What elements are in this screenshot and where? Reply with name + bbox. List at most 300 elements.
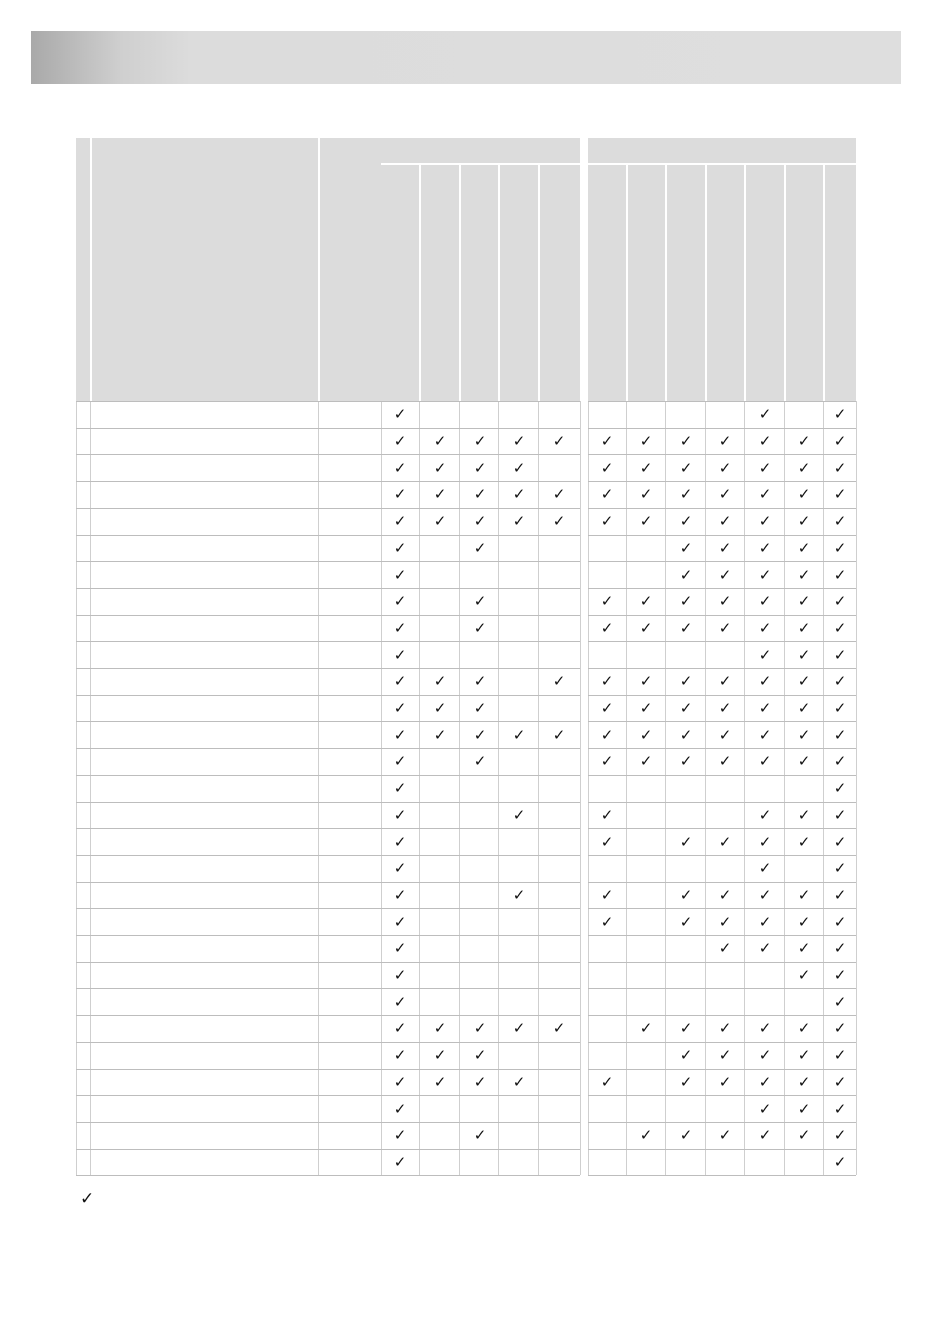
table-column-line [665,401,666,1175]
checkmark-icon: ✓ [833,779,847,798]
checkmark-icon: ✓ [718,832,732,851]
table-column-line [318,401,319,1175]
table-row-line [76,935,580,936]
checkmark-icon: ✓ [758,1046,772,1065]
checkmark-icon: ✓ [393,405,407,424]
checkmark-icon: ✓ [718,458,732,477]
table-column-line [538,401,539,1175]
checkmark-icon: ✓ [797,939,811,958]
checkmark-icon: ✓ [552,512,566,531]
checkmark-icon: ✓ [639,699,653,718]
table-row-line [588,1042,856,1043]
checkmark-icon: ✓ [393,432,407,451]
checkmark-icon: ✓ [758,458,772,477]
checkmark-icon: ✓ [600,458,614,477]
header-group-b-subline [588,163,856,165]
checkmark-icon: ✓ [679,832,693,851]
checkmark-icon: ✓ [600,832,614,851]
checkmark-icon: ✓ [833,859,847,878]
checkmark-icon: ✓ [758,618,772,637]
checkmark-icon: ✓ [797,1072,811,1091]
checkmark-icon: ✓ [679,725,693,744]
checkmark-icon: ✓ [833,752,847,771]
table-column-line [76,401,77,1175]
checkmark-icon: ✓ [600,912,614,931]
table-row-line [76,882,580,883]
checkmark-icon: ✓ [473,1019,487,1038]
checkmark-icon: ✓ [758,832,772,851]
checkmark-icon: ✓ [679,1072,693,1091]
table-row-line [76,481,580,482]
table-row-line [76,695,580,696]
table-row-line [76,508,580,509]
checkmark-icon: ✓ [758,859,772,878]
checkmark-icon: ✓ [833,832,847,851]
checkmark-icon: ✓ [679,672,693,691]
table-row-line [76,1149,580,1150]
checkmark-icon: ✓ [718,485,732,504]
checkmark-icon: ✓ [718,592,732,611]
checkmark-icon: ✓ [758,1072,772,1091]
checkmark-icon: ✓ [639,512,653,531]
checkmark-icon: ✓ [718,672,732,691]
checkmark-icon: ✓ [433,672,447,691]
checkmark-icon: ✓ [473,485,487,504]
checkmark-icon: ✓ [393,779,407,798]
table-row-line [76,828,580,829]
table-row-line [76,988,580,989]
header-divider [823,165,825,401]
checkmark-icon: ✓ [797,1019,811,1038]
header-divider [705,165,707,401]
checkmark-icon: ✓ [758,672,772,691]
table-row-line [588,1015,856,1016]
header-label-column [76,138,381,401]
header-divider [538,165,540,401]
header-divider [665,165,667,401]
table-row-line [76,641,580,642]
checkmark-icon: ✓ [639,432,653,451]
checkmark-icon: ✓ [512,485,526,504]
table-row-line [76,748,580,749]
table-row-line [588,428,856,429]
checkmark-icon: ✓ [512,432,526,451]
checkmark-icon: ✓ [393,805,407,824]
checkmark-icon: ✓ [833,805,847,824]
checkmark-icon: ✓ [718,618,732,637]
checkmark-icon: ✓ [718,1046,732,1065]
table-row-line [76,1095,580,1096]
checkmark-icon: ✓ [433,432,447,451]
checkmark-icon: ✓ [512,885,526,904]
table-row-line [588,454,856,455]
checkmark-icon: ✓ [639,672,653,691]
checkmark-icon: ✓ [833,432,847,451]
table-column-line [626,401,627,1175]
table-column-line [823,401,824,1175]
checkmark-icon: ✓ [512,1072,526,1091]
checkmark-icon: ✓ [679,752,693,771]
table-row-line [588,908,856,909]
header-group-a [381,138,580,401]
checkmark-icon: ✓ [393,1126,407,1145]
table-row-line [588,1095,856,1096]
header-divider [419,165,421,401]
table-row-line [76,1069,580,1070]
header-divider [459,165,461,401]
table-row-line [76,908,580,909]
checkmark-icon: ✓ [393,832,407,851]
checkmark-icon: ✓ [797,645,811,664]
checkmark-icon: ✓ [433,512,447,531]
checkmark-icon: ✓ [393,645,407,664]
checkmark-icon: ✓ [833,512,847,531]
table-row-line [588,588,856,589]
table-row-line [588,775,856,776]
checkmark-icon: ✓ [433,699,447,718]
checkmark-icon: ✓ [679,485,693,504]
checkmark-icon: ✓ [552,432,566,451]
checkmark-icon: ✓ [473,432,487,451]
checkmark-icon: ✓ [600,699,614,718]
table-column-line [381,401,382,1175]
checkmark-icon: ✓ [797,912,811,931]
table-row-line [76,535,580,536]
checkmark-icon: ✓ [393,592,407,611]
checkmark-icon: ✓ [600,672,614,691]
checkmark-icon: ✓ [393,672,407,691]
header-divider [626,165,628,401]
checkmark-icon: ✓ [393,485,407,504]
checkmark-icon: ✓ [679,1046,693,1065]
checkmark-icon: ✓ [797,592,811,611]
checkmark-icon: ✓ [393,1019,407,1038]
checkmark-icon: ✓ [797,432,811,451]
checkmark-icon: ✓ [600,1072,614,1091]
checkmark-icon: ✓ [393,618,407,637]
checkmark-icon: ✓ [473,1046,487,1065]
legend-check-symbol: ✓ [80,1189,95,1209]
checkmark-icon: ✓ [758,405,772,424]
table-column-line [498,401,499,1175]
checkmark-icon: ✓ [758,485,772,504]
checkmark-icon: ✓ [512,725,526,744]
checkmark-icon: ✓ [833,1126,847,1145]
checkmark-icon: ✓ [718,432,732,451]
table-row-line [588,802,856,803]
checkmark-icon: ✓ [797,725,811,744]
checkmark-icon: ✓ [473,592,487,611]
checkmark-icon: ✓ [758,432,772,451]
checkmark-icon: ✓ [797,752,811,771]
checkmark-icon: ✓ [833,1099,847,1118]
checkmark-icon: ✓ [833,1072,847,1091]
checkmark-icon: ✓ [393,538,407,557]
checkmark-icon: ✓ [758,805,772,824]
table-row-line [76,561,580,562]
checkmark-icon: ✓ [833,405,847,424]
table-row-line [588,641,856,642]
checkmark-icon: ✓ [718,538,732,557]
checkmark-icon: ✓ [833,1152,847,1171]
checkmark-icon: ✓ [797,672,811,691]
checkmark-icon: ✓ [600,592,614,611]
table-row-line [76,588,580,589]
checkmark-icon: ✓ [833,672,847,691]
checkmark-icon: ✓ [758,512,772,531]
checkmark-icon: ✓ [393,1072,407,1091]
checkmark-icon: ✓ [833,592,847,611]
table-row-line [76,775,580,776]
checkmark-icon: ✓ [758,912,772,931]
checkmark-icon: ✓ [393,1099,407,1118]
checkmark-icon: ✓ [797,565,811,584]
checkmark-icon: ✓ [600,512,614,531]
header-divider [784,165,786,401]
checkmark-icon: ✓ [679,618,693,637]
checkmark-icon: ✓ [758,885,772,904]
header-divider [498,165,500,401]
table-column-line [705,401,706,1175]
checkmark-icon: ✓ [758,1019,772,1038]
checkmark-icon: ✓ [679,1126,693,1145]
checkmark-icon: ✓ [718,1126,732,1145]
checkmark-icon: ✓ [393,966,407,985]
checkmark-icon: ✓ [393,992,407,1011]
table-column-line [744,401,745,1175]
table-row-line [76,855,580,856]
table-column-line [580,401,581,1175]
checkmark-icon: ✓ [758,1099,772,1118]
checkmark-icon: ✓ [600,885,614,904]
checkmark-icon: ✓ [679,592,693,611]
checkmark-icon: ✓ [758,939,772,958]
checkmark-icon: ✓ [473,752,487,771]
table-column-line [419,401,420,1175]
checkmark-icon: ✓ [758,1126,772,1145]
checkmark-icon: ✓ [833,645,847,664]
checkmark-icon: ✓ [679,699,693,718]
checkmark-icon: ✓ [639,592,653,611]
checkmark-icon: ✓ [393,1046,407,1065]
checkmark-icon: ✓ [600,805,614,824]
table-row-line [588,668,856,669]
checkmark-icon: ✓ [433,725,447,744]
checkmark-icon: ✓ [833,618,847,637]
table-row-line [76,428,580,429]
checkmark-icon: ✓ [473,699,487,718]
checkmark-icon: ✓ [552,485,566,504]
table-row-line [76,1122,580,1123]
checkmark-icon: ✓ [833,1019,847,1038]
checkmark-icon: ✓ [679,538,693,557]
checkmark-icon: ✓ [718,1019,732,1038]
checkmark-icon: ✓ [797,512,811,531]
table-row-line [588,988,856,989]
checkmark-icon: ✓ [473,1126,487,1145]
checkmark-icon: ✓ [833,939,847,958]
header-divider [744,165,746,401]
checkmark-icon: ✓ [433,1072,447,1091]
checkmark-icon: ✓ [552,725,566,744]
checkmark-icon: ✓ [393,725,407,744]
checkmark-icon: ✓ [833,992,847,1011]
table-column-line [856,401,857,1175]
checkmark-icon: ✓ [797,458,811,477]
checkmark-icon: ✓ [473,1072,487,1091]
checkmark-icon: ✓ [758,592,772,611]
table-row-line [588,1069,856,1070]
checkmark-icon: ✓ [639,485,653,504]
header-group-b [588,138,856,401]
checkmark-icon: ✓ [393,752,407,771]
table-row-line [588,535,856,536]
checkmark-icon: ✓ [718,1072,732,1091]
checkmark-icon: ✓ [433,1019,447,1038]
table-column-line [784,401,785,1175]
checkmark-icon: ✓ [797,966,811,985]
checkmark-icon: ✓ [393,699,407,718]
checkmark-icon: ✓ [639,458,653,477]
header-group-a-subline [381,163,580,165]
checkmark-icon: ✓ [639,618,653,637]
checkmark-icon: ✓ [512,458,526,477]
checkmark-icon: ✓ [639,725,653,744]
table-row-line [588,748,856,749]
checkmark-icon: ✓ [797,885,811,904]
checkmark-icon: ✓ [797,1126,811,1145]
checkmark-icon: ✓ [600,432,614,451]
checkmark-icon: ✓ [393,939,407,958]
checkmark-icon: ✓ [833,458,847,477]
checkmark-icon: ✓ [552,1019,566,1038]
table-row-line [588,828,856,829]
checkmark-icon: ✓ [797,485,811,504]
header-divider [90,138,92,401]
checkmark-icon: ✓ [758,699,772,718]
checkmark-icon: ✓ [833,725,847,744]
checkmark-icon: ✓ [433,1046,447,1065]
checkmark-icon: ✓ [473,618,487,637]
checkmark-icon: ✓ [600,485,614,504]
checkmark-icon: ✓ [718,699,732,718]
table-row-line [76,1175,580,1176]
checkmark-icon: ✓ [393,912,407,931]
table-row-line [588,561,856,562]
checkmark-icon: ✓ [758,752,772,771]
checkmark-icon: ✓ [473,538,487,557]
table-row-line [588,882,856,883]
table-row-line [588,615,856,616]
table-row-line [588,721,856,722]
checkmark-icon: ✓ [393,859,407,878]
checkmark-icon: ✓ [393,512,407,531]
checkmark-icon: ✓ [473,725,487,744]
checkmark-icon: ✓ [512,1019,526,1038]
table-row-line [76,615,580,616]
table-row-line [76,721,580,722]
table-column-line [459,401,460,1175]
checkmark-icon: ✓ [833,699,847,718]
checkmark-icon: ✓ [600,618,614,637]
table-row-line [588,1149,856,1150]
checkmark-icon: ✓ [718,752,732,771]
checkmark-icon: ✓ [833,538,847,557]
checkmark-icon: ✓ [718,939,732,958]
checkmark-icon: ✓ [797,618,811,637]
table-row-line [76,454,580,455]
header-divider [318,138,320,401]
checkmark-icon: ✓ [473,512,487,531]
checkmark-icon: ✓ [797,699,811,718]
checkmark-icon: ✓ [600,725,614,744]
checkmark-icon: ✓ [639,1126,653,1145]
checkmark-icon: ✓ [833,485,847,504]
checkmark-icon: ✓ [393,885,407,904]
checkmark-icon: ✓ [758,645,772,664]
table-row-line [76,962,580,963]
checkmark-icon: ✓ [679,1019,693,1038]
checkmark-icon: ✓ [393,458,407,477]
table-row-line [588,935,856,936]
table-row-line [588,695,856,696]
checkmark-icon: ✓ [393,1152,407,1171]
checkmark-icon: ✓ [797,538,811,557]
checkmark-icon: ✓ [639,1019,653,1038]
table-row-line [588,1175,856,1176]
table-row-line [588,481,856,482]
checkmark-icon: ✓ [718,725,732,744]
table-row-line [76,401,580,402]
table-row-line [76,668,580,669]
checkmark-icon: ✓ [833,885,847,904]
table-column-line [588,401,589,1175]
table-row-line [588,855,856,856]
checkmark-icon: ✓ [718,885,732,904]
checkmark-icon: ✓ [393,565,407,584]
checkmark-icon: ✓ [718,912,732,931]
checkmark-icon: ✓ [473,458,487,477]
table-row-line [588,962,856,963]
checkmark-icon: ✓ [797,832,811,851]
checkmark-icon: ✓ [718,512,732,531]
table-row-line [588,508,856,509]
checkmark-icon: ✓ [758,725,772,744]
checkmark-icon: ✓ [797,805,811,824]
checkmark-icon: ✓ [758,538,772,557]
checkmark-icon: ✓ [552,672,566,691]
checkmark-icon: ✓ [679,565,693,584]
checkmark-icon: ✓ [679,912,693,931]
checkmark-icon: ✓ [679,885,693,904]
checkmark-icon: ✓ [797,1046,811,1065]
checkmark-icon: ✓ [600,752,614,771]
checkmark-icon: ✓ [512,512,526,531]
checkmark-icon: ✓ [833,565,847,584]
checkmark-icon: ✓ [433,485,447,504]
table-row-line [76,802,580,803]
checkmark-icon: ✓ [679,432,693,451]
checkmark-icon: ✓ [512,805,526,824]
checkmark-icon: ✓ [473,672,487,691]
checkmark-icon: ✓ [833,912,847,931]
checkmark-icon: ✓ [833,1046,847,1065]
checkmark-icon: ✓ [433,458,447,477]
table-row-line [76,1015,580,1016]
checkmark-icon: ✓ [639,752,653,771]
checkmark-icon: ✓ [797,1099,811,1118]
checkmark-icon: ✓ [758,565,772,584]
